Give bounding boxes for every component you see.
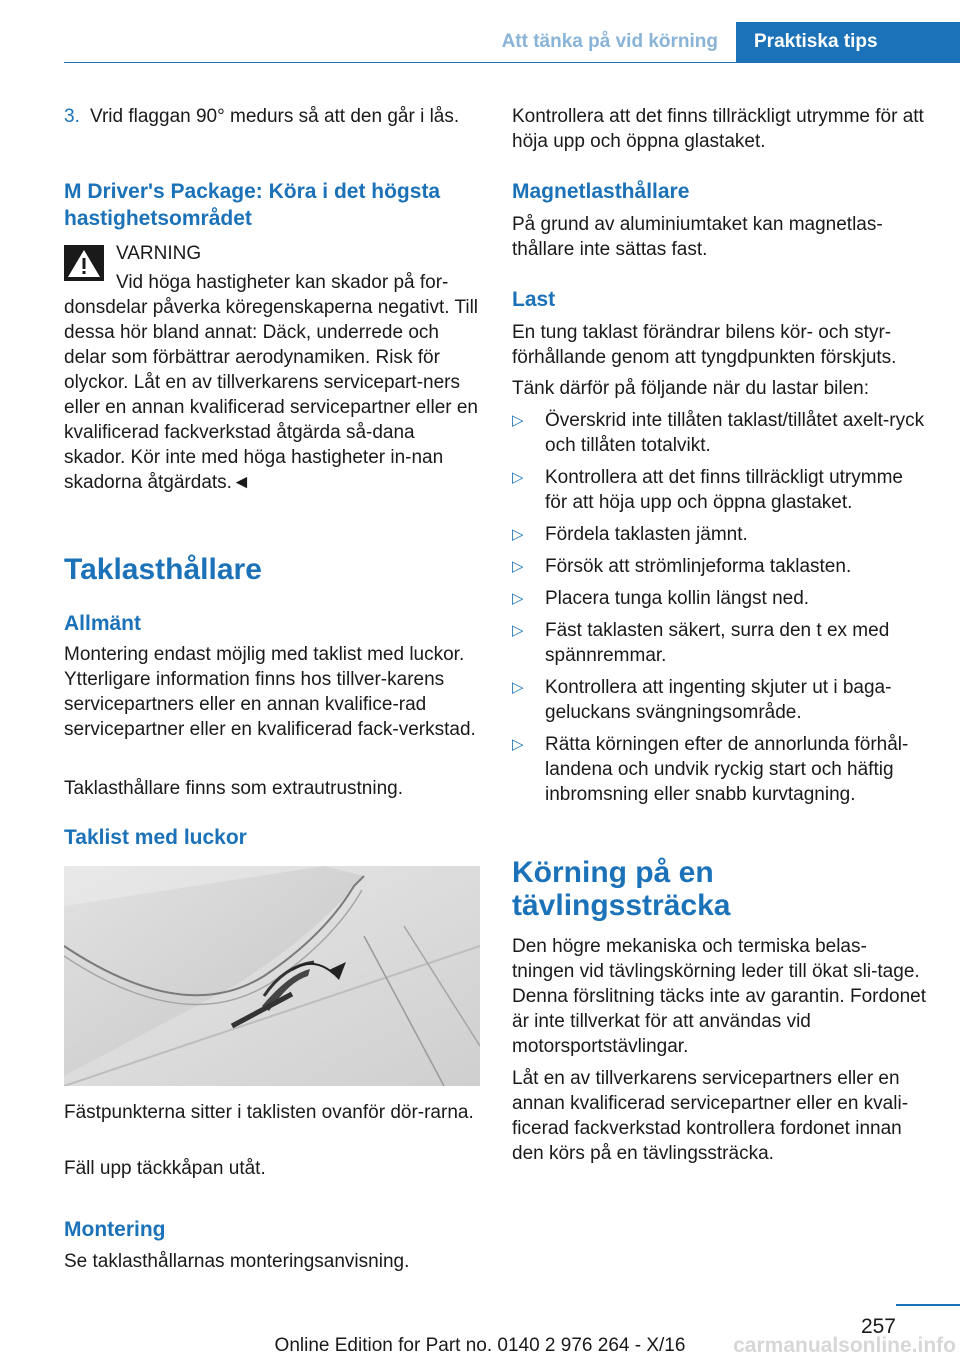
list-item-text: Kontrollera att ingenting skjuter ut i baga-geluckans svängningsområde. [545, 677, 892, 723]
list-item-text: Placera tunga kollin längst ned. [545, 588, 810, 609]
list-item [512, 408, 928, 458]
photo-caption-2: Fäll upp täckkåpan utåt. [64, 1158, 266, 1179]
list-item-text: Fördela taklasten jämnt. [545, 524, 748, 545]
optional-equipment-text: Taklasthållare finns som extrautrustning. [64, 778, 403, 799]
list-item [512, 732, 928, 807]
magnet-text: På grund av aluminiumtaket kan magnetlas-thållare inte sättas fast. [512, 214, 883, 260]
page-number: 257 [860, 1315, 896, 1338]
load-heading: Last [512, 288, 556, 311]
triangle-right-icon: ▷ [512, 622, 524, 639]
general-text: Montering endast möjlig med taklist med luckor. Ytterligare information finns hos tillver-karens servicepartners eller en annan kvalifice-rad servicepartner eller en kvalificerad fack-verkstad. [64, 644, 476, 740]
list-item [512, 618, 928, 668]
step-text: Vrid flaggan 90° medurs så att den går i lås. [90, 106, 460, 127]
list-item-text: Rätta körningen efter de annorlunda förhål-landena och undvik ryckig start och häftig inbromsning eller snabb kurvtagning. [545, 734, 909, 805]
mounting-heading: Montering [64, 1218, 166, 1241]
warning-box [64, 241, 480, 495]
triangle-right-icon: ▷ [512, 526, 524, 543]
triangle-right-icon: ▷ [512, 679, 524, 696]
watermark: carmanualsonline.info [733, 1334, 956, 1357]
triangle-right-icon: ▷ [512, 469, 524, 486]
edition-text: Online Edition for Part no. 0140 2 976 264 - X/16 [274, 1335, 686, 1356]
warning-triangle-icon [64, 245, 104, 281]
magnet-heading: Magnetlasthållare [512, 180, 690, 203]
mdriver-heading: M Driver's Package: Köra i det högsta hastighetsområdet [64, 180, 441, 230]
load-text: En tung taklast förändrar bilens kör- och styr-förhållande genom att tyngdpunkten förskjuts. [512, 322, 897, 368]
list-item [512, 586, 928, 611]
mounting-text: Se taklasthållarnas monteringsanvisning. [64, 1251, 410, 1272]
triangle-right-icon: ▷ [512, 558, 524, 575]
footer-rule [896, 1304, 960, 1306]
list-item [512, 554, 928, 579]
list-item-text: Fäst taklasten säkert, surra den t ex med spännremmar. [545, 620, 890, 666]
general-heading: Allmänt [64, 612, 142, 635]
section-title: Att tänka på vid körning [501, 31, 718, 52]
step-number: 3. [64, 106, 80, 127]
list-item [512, 465, 928, 515]
list-item [512, 522, 928, 547]
list-item-text: Överskrid inte tillåten taklast/tillåtet axelt-ryck och tillåten totalvikt. [545, 410, 925, 456]
race-track-text-1: Den högre mekaniska och termiska belas-tningen vid tävlingskörning leder till ökat sli-tage. Denna förslitning täcks inte av garantin. Fordonet är inte tillverkat för att användas vid motorsportstävlingar. [512, 936, 927, 1057]
warning-body: donsdelar påverka köregenskaperna negativt. Till dessa hör bland annat: Däck, underrede och delar som förbättrar aerodynamiken. Risk för olyckor. Låt en av tillverkarens servicepart-ners eller en annan kvalificerad servicepartner eller en kvalificerad fackverkstad åtgärda så-dana skador. Kör inte med höga hastigheter in-nan skadorna åtgärdats.◄ [64, 297, 479, 493]
load-intro: Tänk därför på följande när du lastar bilen: [512, 378, 869, 399]
section-tab [470, 22, 732, 62]
header-rule [64, 62, 960, 63]
warning-label: VARNING [116, 243, 202, 264]
triangle-right-icon: ▷ [512, 412, 524, 429]
intro-text: Kontrollera att det finns tillräckligt utrymme för att höja upp och öppna glastaket. [512, 106, 924, 152]
roof-rail-photo [64, 866, 480, 1086]
chapter-tab [736, 22, 960, 62]
list-item-text: Kontrollera att det finns tillräckligt utrymme för att höja upp och öppna glastaket. [545, 467, 903, 513]
load-bullet-list [512, 408, 928, 807]
warning-first-line: Vid höga hastigheter kan skador på for- [116, 272, 449, 293]
photo-caption-1: Fästpunkterna sitter i taklisten ovanför dör-rarna. [64, 1102, 474, 1123]
triangle-right-icon: ▷ [512, 590, 524, 607]
triangle-right-icon: ▷ [512, 736, 524, 753]
list-item-text: Försök att strömlinjeforma taklasten. [545, 556, 852, 577]
roof-rail-heading: Taklist med luckor [64, 826, 247, 849]
race-track-text-2: Låt en av tillverkarens servicepartners eller en annan kvalificerad servicepartner eller en kvali-ficerad fackverkstad kontrollera fordonet innan den körs på en tävlingssträcka. [512, 1068, 909, 1164]
step-3 [64, 104, 480, 129]
list-item [512, 675, 928, 725]
race-track-heading: Körning på en tävlingssträcka [512, 856, 731, 922]
roof-carrier-heading: Taklasthållare [64, 553, 262, 586]
chapter-title: Praktiska tips [754, 31, 878, 52]
